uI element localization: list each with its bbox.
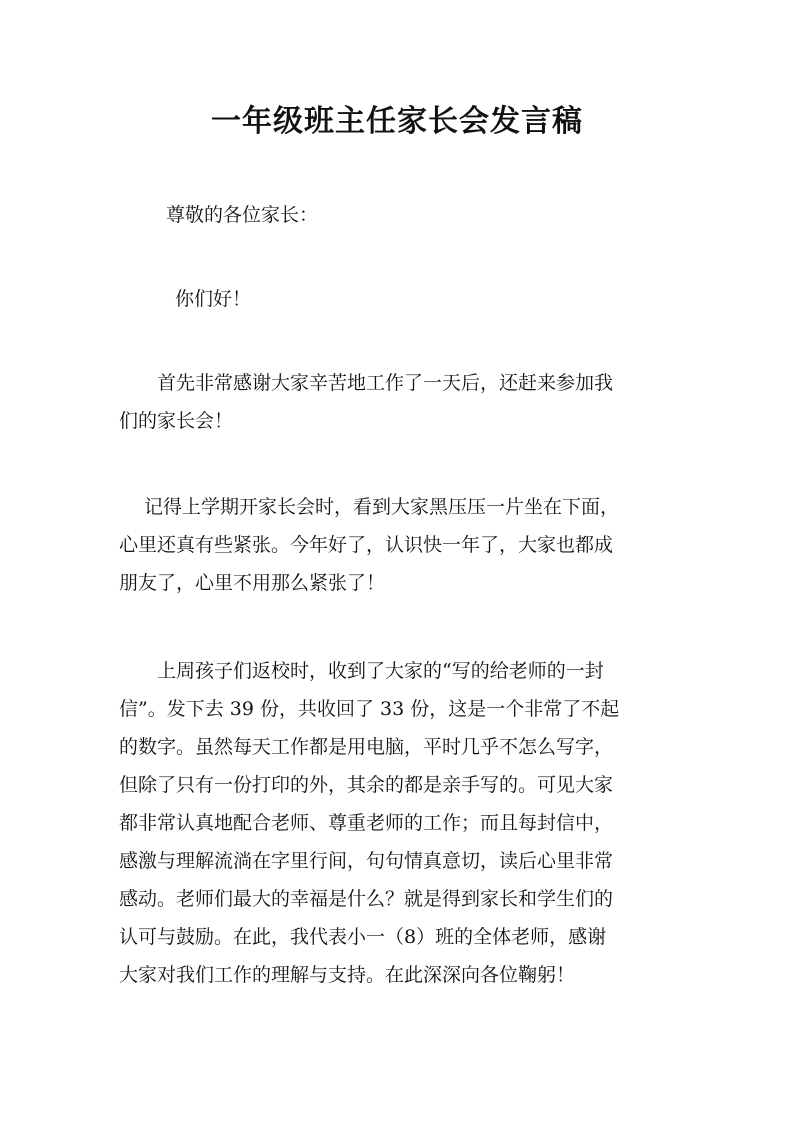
paragraph-line: 上周孩子们返校时，收到了大家的“写的给老师的一封	[119, 660, 604, 682]
paragraph-thanks	[119, 364, 679, 440]
paragraph-memory	[119, 488, 679, 602]
paragraph-line: 感动。老师们最大的幸福是什么？就是得到家长和学生们的	[119, 888, 614, 910]
paragraph-line: 首先非常感谢大家辛苦地工作了一天后，还赶来参加我	[119, 372, 614, 394]
paragraph-letters	[119, 652, 679, 994]
paragraph-line: 都非常认真地配合老师、尊重老师的工作；而且每封信中，	[119, 812, 614, 834]
greeting	[175, 280, 735, 318]
document-title: 一年级班主任家长会发言稿	[211, 104, 583, 139]
paragraph-line: 认可与鼓励。在此，我代表小一（8）班的全体老师，感谢	[119, 926, 607, 948]
paragraph-line: 心里还真有些紧张。今年好了，认识快一年了，大家也都成	[119, 534, 614, 556]
paragraph-line: 们的家长会！	[119, 410, 234, 432]
paragraph-line: 朋友了，心里不用那么紧张了！	[119, 572, 386, 594]
paragraph-line: 但除了只有一份打印的外，其余的都是亲手写的。可见大家	[119, 774, 614, 796]
paragraph-line: 的数字。虽然每天工作都是用电脑，平时几乎不怎么写字，	[119, 736, 614, 758]
salutation	[166, 196, 726, 234]
paragraph-line: 感激与理解流淌在字里行间，句句情真意切，读后心里非常	[119, 850, 614, 872]
paragraph-line: 记得上学期开家长会时，看到大家黑压压一片坐在下面，	[119, 496, 620, 518]
paragraph-line: 大家对我们工作的理解与支持。在此深深向各位鞠躬！	[119, 964, 576, 986]
paragraph-line: 信”。发下去 39 份，共收回了 33 份，这是一个非常了不起	[119, 698, 620, 720]
salutation-text: 尊敬的各位家长：	[166, 204, 319, 226]
greeting-text: 你们好！	[175, 288, 252, 310]
